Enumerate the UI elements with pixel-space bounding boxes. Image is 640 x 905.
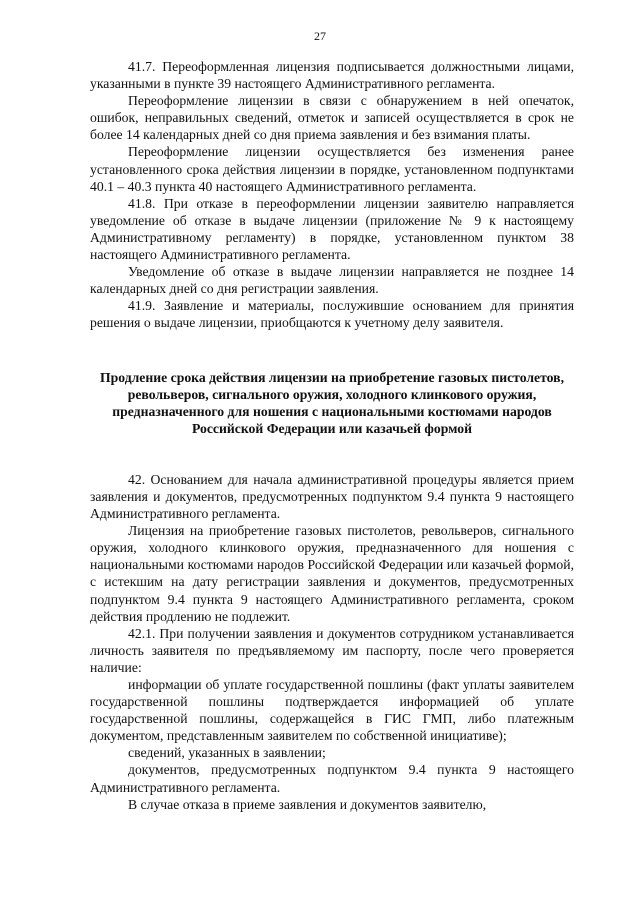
paragraph-fee-info: информации об уплате государственной пошлины (факт уплаты заявителем государственной пошлины подтверждается информацией об уплате государственной пошлины, содержащейся в ГИС ГМП, либо платежным документом, представленным заявителем по собственной инициативе);	[90, 677, 574, 744]
paragraph-license-not-extended: Лицензия на приобретение газовых пистолетов, револьверов, сигнального оружия, холодного клинкового оружия, предназначенного для ношения с национальными костюмами народов Российской Федерации или казачьей формой, с истекшим на дату регистрации заявления и документов, предусмотренных подпунктом 9.4 пункта 9 настоящего Административного регламента, сроком действия продлению не подлежит.	[90, 523, 574, 624]
paragraph-reissue-term: Переоформление лицензии осуществляется без изменения ранее установленного срока действия лицензии в порядке, установленном подпунктами 40.1 – 40.3 пункта 40 настоящего Административного регламента.	[90, 144, 574, 194]
paragraph-41-7: 41.7. Переоформленная лицензия подписывается должностными лицами, указанными в пункте 39 настоящего Административного регламента.	[90, 59, 574, 92]
paragraph-refusal-case: В случае отказа в приеме заявления и документов заявителю,	[128, 796, 487, 812]
paragraph-42-1: 42.1. При получении заявления и документов сотрудником устанавливается личность заявителя по предъявляемому им паспорту, после чего проверяется наличие:	[90, 625, 574, 675]
paragraph-42: 42. Основанием для начала административной процедуры является прием заявления и документов, предусмотренных подпунктом 9.4 пункта 9 настоящего Административного регламента.	[90, 471, 574, 522]
paragraph-application-info: сведений, указанных в заявлении;	[128, 745, 326, 761]
paragraph-41-9: 41.9. Заявление и материалы, послужившие основанием для принятия решения о выдаче лицензии, приобщаются к учетному делу заявителя.	[90, 298, 574, 331]
paragraph-41-8: 41.8. При отказе в переоформлении лицензии заявителю направляется уведомление об отказе в выдаче лицензии (приложение № 9 к настоящему Административному регламенту) в порядке, установленном пунктом 38 настоящего Административного регламента.	[90, 195, 574, 263]
paragraph-reissue-errors: Переоформление лицензии в связи с обнаружением в ней опечаток, ошибок, неправильных сведений, отметок и записей осуществляется в срок не более 14 календарных дней со дня приема заявления и без взимания платы.	[90, 93, 574, 143]
section-heading: Продление срока действия лицензии на приобретение газовых пистолетов, револьверов, сигнального оружия, холодного клинкового оружия, предназначенного для ношения с национальными костюмами народов Российской Федерации или казачьей формой	[99, 369, 564, 436]
paragraph-documents: документов, предусмотренных подпунктом 9.4 пункта 9 настоящего Административного регламента.	[90, 762, 574, 795]
document-body	[90, 58, 574, 813]
paragraph-refusal-notice: Уведомление об отказе в выдаче лицензии направляется не позднее 14 календарных дней со дня регистрации заявления.	[90, 264, 574, 297]
page-number: 27	[314, 29, 326, 43]
